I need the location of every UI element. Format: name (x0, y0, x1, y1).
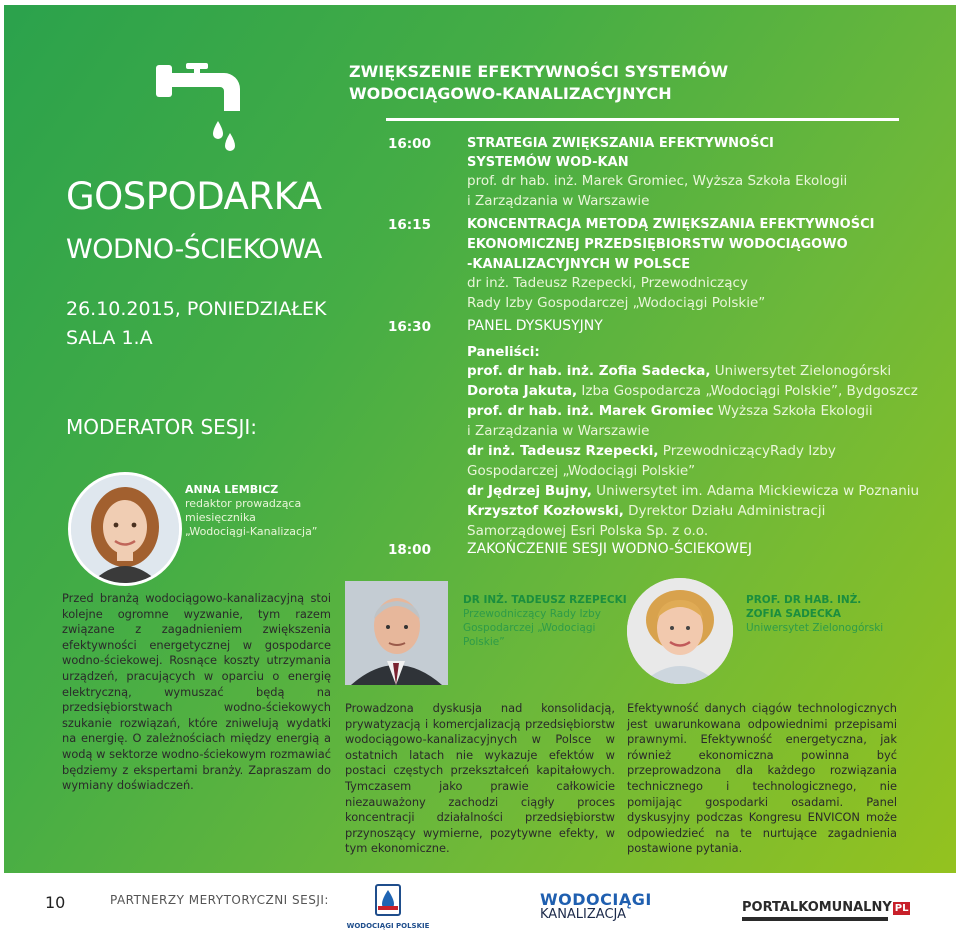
agenda-time-2: 16:15 (388, 217, 431, 233)
panelist-5-name: dr Jędrzej Bujny, (467, 483, 592, 499)
moderator-photo (68, 472, 182, 586)
wodociagi-polskie-text: WODOCIĄGI POLSKIE (346, 922, 430, 930)
agenda-title-1a: STRATEGIA ZWIĘKSZANIA EFEKTYWNOŚCI (467, 136, 774, 151)
speaker1-photo (345, 581, 448, 685)
agenda-title-1b: SYSTEMÓW WOD-KAN (467, 155, 629, 170)
panelist-5 (467, 481, 919, 502)
speaker2-photo (627, 578, 733, 684)
agenda-time-4: 18:00 (388, 542, 431, 558)
agenda-time-1: 16:00 (388, 136, 431, 152)
agenda-title-2c: -KANALIZACYJNYCH W POLSCE (467, 257, 691, 272)
agenda-speaker-1a: prof. dr hab. inż. Marek Gromiec, Wyższa Szkoła Ekologii (467, 173, 848, 189)
faucet-icon (150, 57, 240, 157)
panelist-4-cont-affiliation: Gospodarczej „Wodociągi Polskie” (467, 463, 696, 479)
agenda-title-2a: KONCENTRACJA METODĄ ZWIĘKSZANIA EFEKTYWNOŚCI (467, 217, 875, 232)
speaker2-name-1: PROF. DR HAB. INŻ. (746, 594, 862, 606)
agenda-speaker-2b: Rady Izby Gospodarczej „Wodociągi Polskie” (467, 295, 766, 311)
speaker1-name: DR INŻ. TADEUSZ RZEPECKI (463, 594, 627, 606)
logo2-line1: WODOCIĄGI (540, 890, 652, 909)
panelists-label: Paneliści: (467, 344, 540, 360)
panelist-4 (467, 441, 836, 462)
agenda-title-2b: EKONOMICZNEJ PRZEDSIĘBIORSTW WODOCIĄGOWO (467, 237, 848, 252)
speaker2-role: Uniwersytet Zielonogórski (746, 622, 884, 634)
moderator-heading: MODERATOR SESJI: (66, 415, 258, 439)
intro-paragraph: Przed branżą wodociągowo-kanalizacyjną stoi kolejne ogromne wyzwanie, tym razem związane z zagadnieniem zwiększenia efektywności energetycznej w gospodarce wodno-ściekowej. Rosnące koszty utrzymania urządzeń, pracujących w oparciu o energię elektryczną, wymuszać będą na przedsiębiorstwach wodno-ściekowych szukanie rozwiązań, które zniwelują wydatki na energię. O zależnościach między energią a wodą w sektorze wodno-ściekowym rozmawiać będziemy z ekspertami branży. Zapraszam do wymiany doświadczeń. (62, 591, 331, 793)
session-title-line-1: ZWIĘKSZENIE EFEKTYWNOŚCI SYSTEMÓW (349, 62, 729, 81)
title-line-1: GOSPODARKA (66, 175, 322, 218)
agenda-time-3: 16:30 (388, 319, 431, 335)
panelist-3-cont (467, 421, 649, 442)
panelist-6 (467, 501, 825, 522)
panelist-6-affiliation: Dyrektor Działu Administracji (623, 503, 826, 519)
panelist-6-cont (467, 521, 708, 542)
panelist-2 (467, 381, 918, 402)
speaker1-role-3: Polskie” (463, 636, 505, 648)
wodociagi-kanalizacja-logo (540, 890, 650, 930)
panelist-1-affiliation: Uniwersytet Zielonogórski (710, 363, 892, 379)
moderator-name: ANNA LEMBICZ (185, 483, 279, 496)
speaker1-role-2: Gospodarczej „Wodociągi (463, 622, 596, 634)
logo2-line2: KANALIZACJA (540, 907, 627, 922)
logo3-underline (742, 917, 888, 921)
panelist-3-name: prof. dr hab. inż. Marek Gromiec (467, 403, 714, 419)
speaker1-paragraph: Prowadzona dyskusja nad konsolidacją, prywatyzacją i komercjalizacją przedsiębiorstw wodociągowo-kanalizacyjnych w Polsce w ostatnich latach nie wykazuje efektów w postaci częstych przekształceń kapitałowych. Tymczasem jako prawie całkowicie niezauważony zachodzi ciągły proces koncentracji działalności przedsiębiorstw przynoszący wymierne, pozytywne efekty, w tym ekonomiczne. (345, 701, 615, 856)
panelist-6-name: Krzysztof Kozłowski, (467, 503, 624, 519)
session-room: SALA 1.A (66, 327, 153, 349)
panelist-1 (467, 361, 891, 382)
page-number: 10 (45, 893, 66, 912)
speaker2-portrait-icon (627, 578, 733, 684)
title-line-2: WODNO-ŚCIEKOWA (66, 234, 322, 265)
panelist-4-affiliation: PrzewodniczącyRady Izby (658, 443, 836, 459)
partners-label: PARTNERZY MERYTORYCZNI SESJI: (110, 893, 329, 907)
moderator-role-3: „Wodociągi-Kanalizacja” (185, 525, 318, 538)
header-divider (386, 118, 899, 121)
panelist-3 (467, 401, 873, 422)
session-title-line-2: WODOCIĄGOWO-KANALIZACYJNYCH (349, 84, 672, 103)
speaker2-name-2: ZOFIA SADECKA (746, 608, 841, 620)
logo3-text: PORTALKOMUNALNY (742, 900, 892, 915)
session-date: 26.10.2015, PONIEDZIAŁEK (66, 298, 327, 320)
moderator-role-2: miesięcznika (185, 511, 256, 524)
agenda-title-3: PANEL DYSKUSYJNY (467, 318, 603, 334)
panelist-3-cont-affiliation: i Zarządzania w Warszawie (467, 423, 650, 439)
panelist-6-cont-affiliation: Samorządowej Esri Polska Sp. z o.o. (467, 523, 709, 539)
speaker2-paragraph: Efektywność danych ciągów technologicznych jest uwarunkowana odpowiednimi przepisami prawnymi. Efektywność energetyczna, jak również ekonomiczna powinna być przeprowadzona dla każdego rozwiązania technicznego i technologicznego, nie pomijając gospodarki osadami. Panel dyskusyjny podczas Kongresu ENVICON może odpowiedzieć na te nurtujące zagadnienia postawione pytania. (627, 701, 897, 856)
panelist-3-affiliation: Wyższa Szkoła Ekologii (713, 403, 873, 419)
panelist-1-name: prof. dr hab. inż. Zofia Sadecka, (467, 363, 711, 379)
wodociagi-polskie-emblem-icon (345, 884, 431, 918)
panelist-2-name: Dorota Jakuta, (467, 383, 578, 399)
panelist-4-cont (467, 461, 695, 482)
moderator-portrait-icon (71, 475, 179, 583)
moderator-role-1: redaktor prowadząca (185, 497, 302, 510)
panelist-4-name: dr inż. Tadeusz Rzepecki, (467, 443, 659, 459)
agenda-speaker-2a: dr inż. Tadeusz Rzepecki, Przewodniczący (467, 275, 748, 291)
wodociagi-polskie-logo (345, 884, 431, 934)
speaker1-role-1: Przewodniczący Rady Izby (463, 608, 601, 620)
panelist-5-affiliation: Uniwersytet im. Adama Mickiewicza w Poznaniu (591, 483, 920, 499)
portal-komunalny-logo (742, 896, 909, 922)
agenda-title-4: ZAKOŃCZENIE SESJI WODNO-ŚCIEKOWEJ (467, 541, 752, 557)
logo3-suffix: PL (894, 903, 909, 914)
speaker1-portrait-icon (345, 581, 448, 685)
agenda-speaker-1b: i Zarządzania w Warszawie (467, 193, 650, 209)
panelist-2-affiliation: Izba Gospodarcza „Wodociągi Polskie”, Bydgoszcz (577, 383, 918, 399)
